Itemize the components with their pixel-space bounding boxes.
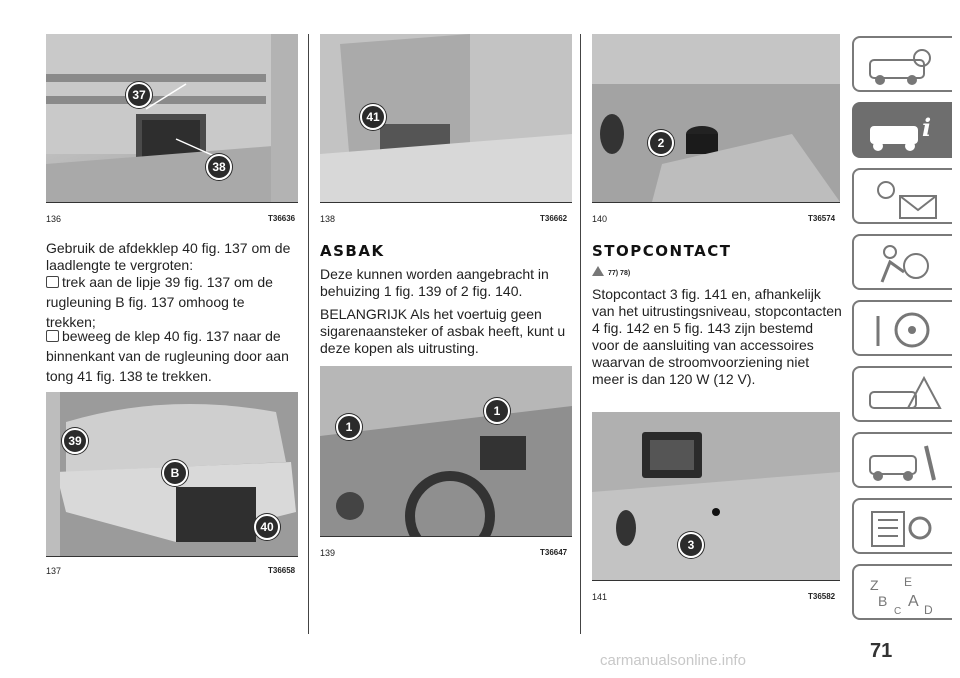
stopcontact-paragraph: Stopcontact 3 fig. 141 en, afhankelijk van het uitrustingsniveau, stopcontacten 4 fig. 142 en 5 fig. 143 zijn bestemd voor de aansluiting van accessoires waarvan de stroomvoorziening niet meer is dan 120 W (12 V). bbox=[592, 286, 842, 387]
center-console-socket-illustration bbox=[592, 412, 840, 580]
chapter-tab-driving[interactable] bbox=[852, 300, 952, 356]
callout-41: 41 bbox=[360, 104, 386, 130]
steering-wrench-icon bbox=[864, 308, 944, 352]
chapter-tab-vehicle-knowledge[interactable] bbox=[852, 36, 952, 92]
callout-2: 2 bbox=[648, 130, 674, 156]
car-wrench-icon bbox=[864, 440, 944, 484]
figure-140-code: T36574 bbox=[808, 214, 836, 223]
figure-141-number: 141 bbox=[592, 592, 608, 602]
chapter-tab-emergency[interactable] bbox=[852, 366, 952, 422]
figure-140-number: 140 bbox=[592, 214, 608, 224]
chapter-tab-safety[interactable] bbox=[852, 234, 952, 290]
callout-1b: 1 bbox=[484, 398, 510, 424]
figure-138-number: 138 bbox=[320, 214, 336, 224]
figure-137 bbox=[46, 392, 298, 557]
svg-text:E: E bbox=[904, 575, 913, 589]
asbak-heading: ASBAK bbox=[320, 242, 385, 260]
page-number: 71 bbox=[870, 640, 893, 662]
figure-136 bbox=[46, 34, 298, 203]
stopcontact-warning bbox=[592, 266, 630, 277]
column-divider bbox=[580, 34, 581, 634]
svg-text:C: C bbox=[894, 606, 902, 616]
warning-triangle-icon bbox=[592, 266, 604, 276]
lights-mail-icon bbox=[864, 176, 944, 220]
figure-138 bbox=[320, 34, 572, 203]
col1-bullet1-a: trek aan de lipje 39 fig. 137 om de bbox=[62, 274, 273, 290]
col1-bullet2-c: tong 41 fig. 138 te trekken. bbox=[46, 368, 212, 384]
stopcontact-heading: STOPCONTACT bbox=[592, 242, 732, 260]
car-info-icon bbox=[864, 110, 944, 154]
car-search-icon bbox=[864, 44, 944, 88]
figure-136-code: T36636 bbox=[268, 214, 296, 223]
callout-b: B bbox=[162, 460, 188, 486]
col1-bullet1-c: trekken; bbox=[46, 314, 96, 330]
callout-3: 3 bbox=[678, 532, 704, 558]
figure-137-number: 137 bbox=[46, 566, 62, 576]
chapter-tab-dashboard[interactable] bbox=[852, 102, 952, 158]
figure-137-code: T36658 bbox=[268, 566, 296, 575]
figure-139-code: T36647 bbox=[540, 548, 568, 557]
figure-136-number: 136 bbox=[46, 214, 62, 224]
callout-1a: 1 bbox=[336, 414, 362, 440]
chapter-tab-lights[interactable] bbox=[852, 168, 952, 224]
figure-141-code: T36582 bbox=[808, 592, 836, 601]
col1-bullet1 bbox=[46, 274, 273, 291]
watermark: carmanualsonline.info bbox=[600, 652, 746, 669]
callout-37: 37 bbox=[126, 82, 152, 108]
dashboard-illustration bbox=[320, 366, 572, 536]
callout-40: 40 bbox=[254, 514, 280, 540]
figure-138-code: T36662 bbox=[540, 214, 568, 223]
figure-139 bbox=[320, 366, 572, 537]
callout-39: 39 bbox=[62, 428, 88, 454]
car-warning-icon bbox=[864, 374, 944, 418]
svg-text:i: i bbox=[922, 113, 932, 142]
callout-38: 38 bbox=[206, 154, 232, 180]
chapter-tab-technical-data[interactable] bbox=[852, 498, 952, 554]
bullet-box-icon bbox=[46, 330, 59, 342]
figure-141 bbox=[592, 412, 840, 581]
svg-text:A: A bbox=[908, 593, 919, 610]
seat-base-illustration bbox=[320, 34, 572, 202]
settings-list-icon bbox=[864, 506, 944, 550]
chapter-tab-index[interactable] bbox=[852, 564, 952, 620]
col1-bullet2-b: binnenkant van de rugleuning door aan bbox=[46, 348, 289, 364]
col1-bullet2 bbox=[46, 328, 281, 345]
col1-intro: Gebruik de afdekklep 40 fig. 137 om de laadlengte te vergroten: bbox=[46, 240, 291, 273]
asbak-paragraph-2: BELANGRIJK Als het voertuig geen sigarenaansteker of asbak heeft, kunt u deze kopen als uitrusting. bbox=[320, 306, 566, 356]
svg-text:B: B bbox=[878, 593, 888, 609]
col1-bullet2-a: beweeg de klep 40 fig. 137 naar de bbox=[62, 328, 281, 344]
chapter-tab-maintenance[interactable] bbox=[852, 432, 952, 488]
figure-140 bbox=[592, 34, 840, 203]
airbag-icon bbox=[864, 242, 944, 286]
svg-text:D: D bbox=[924, 603, 933, 616]
asbak-paragraph-1: Deze kunnen worden aangebracht in behuizing 1 fig. 139 of 2 fig. 140. bbox=[320, 266, 549, 299]
cargo-compartment-illustration bbox=[46, 34, 298, 202]
figure-139-number: 139 bbox=[320, 548, 336, 558]
svg-text:Z: Z bbox=[870, 577, 879, 593]
alphabet-index-icon bbox=[864, 572, 944, 616]
bullet-box-icon bbox=[46, 276, 59, 288]
console-cup-holder-illustration bbox=[592, 34, 840, 202]
column-divider bbox=[308, 34, 309, 634]
warning-refs: 77) 78) bbox=[608, 270, 631, 277]
col1-bullet1-b: rugleuning B fig. 137 omhoog te bbox=[46, 294, 245, 310]
